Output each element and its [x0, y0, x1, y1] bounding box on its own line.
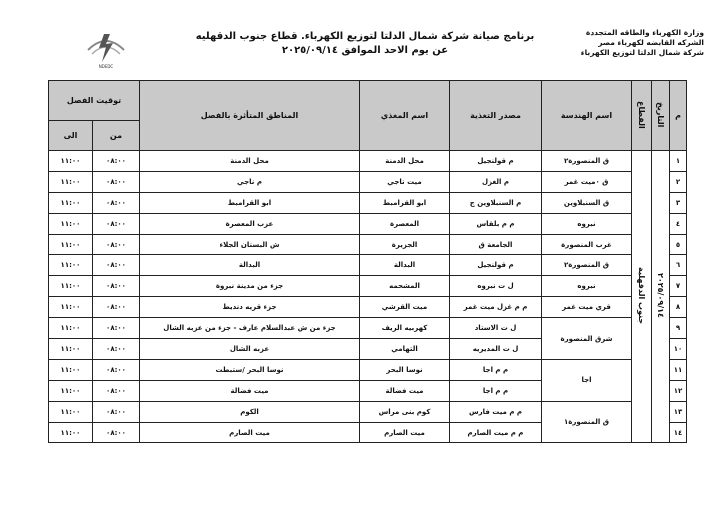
row-number: ٤ — [670, 213, 687, 234]
document-title-block — [195, 30, 535, 58]
engineering-cell: شرق المنصورة — [542, 318, 632, 360]
source-cell: م م بلقاس — [450, 213, 542, 234]
header-from: من — [93, 121, 140, 151]
areas-cell: عزبه الشال — [140, 339, 360, 360]
feeder-cell: نوسا البحر — [360, 359, 450, 380]
document-date: عن يوم الاحد الموافق ٢٠٢٥/٠٩/١٤ — [281, 45, 449, 56]
to-time-cell: ١١:٠٠ — [49, 401, 93, 422]
table-row — [49, 276, 687, 297]
engineering-cell: ق المنصورة٢ — [542, 151, 632, 172]
merged-sector-cell: جنوب الدقهلية — [632, 151, 652, 443]
feeder-cell: البدالة — [360, 255, 450, 276]
from-time-cell: ٠٨:٠٠ — [93, 151, 140, 172]
row-number: ٩ — [670, 318, 687, 339]
row-number: ٧ — [670, 276, 687, 297]
from-time-cell: ٠٨:٠٠ — [93, 339, 140, 360]
from-time-cell: ٠٨:٠٠ — [93, 297, 140, 318]
source-cell: ل ت المديريه — [450, 339, 542, 360]
areas-cell: ميت فضالة — [140, 380, 360, 401]
header-areas: المناطق المتأثرة بالفصل — [140, 81, 360, 151]
header-to: الى — [49, 121, 93, 151]
row-number: ١ — [670, 151, 687, 172]
areas-cell: نوسا البحر /ستبطت — [140, 359, 360, 380]
areas-cell: عزب المعصرة — [140, 213, 360, 234]
areas-cell: جزء من ش عبدالسلام عارف - جزء من عزبه الشال — [140, 318, 360, 339]
header-timing: توقيت الفصل — [49, 81, 140, 121]
table-row — [49, 192, 687, 213]
to-time-cell: ١١:٠٠ — [49, 151, 93, 172]
row-number: ١١ — [670, 359, 687, 380]
from-time-cell: ٠٨:٠٠ — [93, 213, 140, 234]
feeder-cell: ميت الصارم — [360, 422, 450, 443]
header-num: م — [670, 81, 687, 151]
areas-cell: الكوم — [140, 401, 360, 422]
from-time-cell: ٠٨:٠٠ — [93, 401, 140, 422]
row-number: ٢ — [670, 171, 687, 192]
feeder-cell: كهربيه الريف — [360, 318, 450, 339]
feeder-cell: التهامي — [360, 339, 450, 360]
feeder-cell: ميت فضالة — [360, 380, 450, 401]
merged-date-cell: ٢٠٢٥/٠٩/١٤ — [652, 151, 670, 443]
row-number: ٨ — [670, 297, 687, 318]
table-row — [49, 297, 687, 318]
areas-cell: جزء من مدينة نبروة — [140, 276, 360, 297]
to-time-cell: ١١:٠٠ — [49, 339, 93, 360]
company-logo — [82, 28, 130, 68]
areas-cell: البدالة — [140, 255, 360, 276]
source-cell: م قولنجيل — [450, 255, 542, 276]
header-sector: القطاع — [632, 81, 652, 151]
table-row — [49, 234, 687, 255]
header-engineering: اسم الهندسة — [542, 81, 632, 151]
from-time-cell: ٠٨:٠٠ — [93, 192, 140, 213]
engineering-cell: اجا — [542, 359, 632, 401]
from-time-cell: ٠٨:٠٠ — [93, 380, 140, 401]
to-time-cell: ١١:٠٠ — [49, 213, 93, 234]
to-time-cell: ١١:٠٠ — [49, 380, 93, 401]
source-cell: ل ت نبروه — [450, 276, 542, 297]
organization-header — [534, 28, 704, 58]
source-cell: ل ت الاستاد — [450, 318, 542, 339]
feeder-cell: الجزيرة — [360, 234, 450, 255]
feeder-cell: محل الدمنة — [360, 151, 450, 172]
header-date: التاريخ — [652, 81, 670, 151]
areas-cell: محل الدمنة — [140, 151, 360, 172]
to-time-cell: ١١:٠٠ — [49, 255, 93, 276]
feeder-cell: المشحمه — [360, 276, 450, 297]
feeder-cell: ميت ناجي — [360, 171, 450, 192]
to-time-cell: ١١:٠٠ — [49, 276, 93, 297]
table-row — [49, 171, 687, 192]
feeder-cell: ميت القرشي — [360, 297, 450, 318]
engineering-cell: نبروه — [542, 213, 632, 234]
areas-cell: ميت الصارم — [140, 422, 360, 443]
areas-cell: ابو القرامبط — [140, 192, 360, 213]
table-row — [49, 318, 687, 339]
engineering-cell: ق السنبلاوين — [542, 192, 632, 213]
from-time-cell: ٠٨:٠٠ — [93, 255, 140, 276]
from-time-cell: ٠٨:٠٠ — [93, 359, 140, 380]
source-cell: م قولنجيل — [450, 151, 542, 172]
engineering-cell: نبروه — [542, 276, 632, 297]
engineering-cell: قري ميت غمر — [542, 297, 632, 318]
source-cell: م م ميت فارس — [450, 401, 542, 422]
to-time-cell: ١١:٠٠ — [49, 234, 93, 255]
areas-cell: م ناجي — [140, 171, 360, 192]
feeder-cell: كوم بنى مراس — [360, 401, 450, 422]
source-cell: م السنبلاوين ج — [450, 192, 542, 213]
row-number: ٣ — [670, 192, 687, 213]
row-number: ٥ — [670, 234, 687, 255]
source-cell: م الغزل — [450, 171, 542, 192]
source-cell: م م ميت الصارم — [450, 422, 542, 443]
from-time-cell: ٠٨:٠٠ — [93, 171, 140, 192]
to-time-cell: ١١:٠٠ — [49, 192, 93, 213]
source-cell: م م غزل ميت غمر — [450, 297, 542, 318]
engineering-cell: ق المنصورة٢ — [542, 255, 632, 276]
from-time-cell: ٠٨:٠٠ — [93, 318, 140, 339]
to-time-cell: ١١:٠٠ — [49, 318, 93, 339]
feeder-cell: ابو القرامبط — [360, 192, 450, 213]
row-number: ١٤ — [670, 422, 687, 443]
table-row — [49, 359, 687, 380]
table-row — [49, 213, 687, 234]
source-cell: م م اجا — [450, 380, 542, 401]
source-cell: الجامعة ق — [450, 234, 542, 255]
org-line: شركة شمال الدلتا لتوزيع الكهرباء — [580, 48, 704, 57]
row-number: ١٣ — [670, 401, 687, 422]
engineering-cell: ق المنصورة١ — [542, 401, 632, 443]
document-title: برنامج صيانة شركة شمال الدلتا لتوزيع الكهرباء. قطاع جنوب الدقهليه — [195, 31, 535, 42]
from-time-cell: ٠٨:٠٠ — [93, 276, 140, 297]
row-number: ١٠ — [670, 339, 687, 360]
table-row — [49, 401, 687, 422]
feeder-cell: المعصرة — [360, 213, 450, 234]
maintenance-schedule-table — [48, 80, 687, 443]
header-feeder: اسم المغذي — [360, 81, 450, 151]
from-time-cell: ٠٨:٠٠ — [93, 234, 140, 255]
table-row — [49, 255, 687, 276]
to-time-cell: ١١:٠٠ — [49, 171, 93, 192]
to-time-cell: ١١:٠٠ — [49, 297, 93, 318]
engineering-cell: ق ٠ميت غمر — [542, 171, 632, 192]
to-time-cell: ١١:٠٠ — [49, 359, 93, 380]
to-time-cell: ١١:٠٠ — [49, 422, 93, 443]
table-row — [49, 151, 687, 172]
org-line: الشركه القابضه لكهرباء مصر — [598, 38, 704, 47]
source-cell: م م اجا — [450, 359, 542, 380]
logo-caption: NDEDC — [98, 64, 114, 69]
areas-cell: ش البستان الجلاء — [140, 234, 360, 255]
row-number: ١٢ — [670, 380, 687, 401]
row-number: ٦ — [670, 255, 687, 276]
engineering-cell: غرب المنصورة — [542, 234, 632, 255]
header-source: مصدر التغذية — [450, 81, 542, 151]
areas-cell: جزء قريه دنديط — [140, 297, 360, 318]
from-time-cell: ٠٨:٠٠ — [93, 422, 140, 443]
org-line: وزارة الكهرباء والطاقه المتجددة — [585, 28, 704, 37]
